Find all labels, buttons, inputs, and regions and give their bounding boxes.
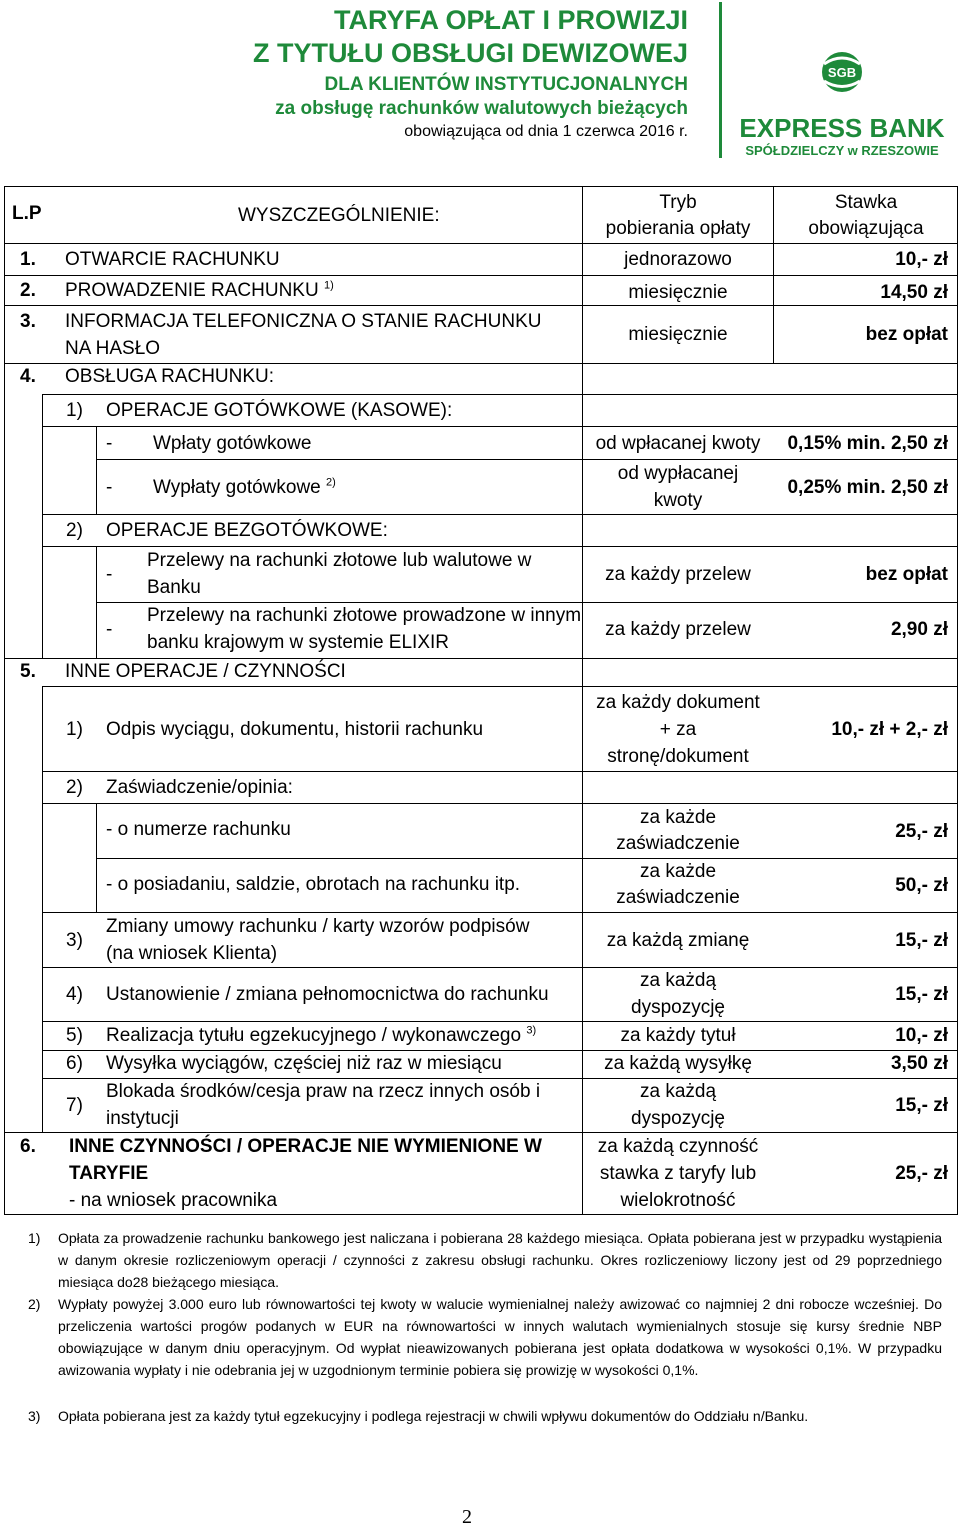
row-fee-mode-line2: dyspozycję: [631, 997, 725, 1018]
footnote-text: Opłata za prowadzenie rachunku bankowego jest naliczana i pobierana 28 każdego miesiąca. Opłata pobierana jest w przypadku wystąpienia w danym okresie rozliczeniowym operacji / czynności z zakresu obsługi rachunku. Okres rozliczeniowy liczony jest od 29 poprzedniego miesiąca do28 bieżącego miesiąca.: [58, 1230, 942, 1290]
footnote-ref: 3): [526, 1024, 537, 1037]
item-dash: -: [106, 564, 113, 585]
row-description-line1: Przelewy na rachunki złotowe lub walutowe w: [147, 550, 532, 571]
row-fee-mode-line1: za każde: [639, 861, 717, 882]
row-fee-mode: za każdą zmianę: [606, 930, 750, 951]
row-fee-rate: 10,- zł: [895, 1025, 948, 1046]
row-fee-rate: 2,90 zł: [890, 619, 948, 640]
title-line-2: Z TYTUŁU OBSŁUGI DEWIZOWEJ: [253, 38, 688, 68]
subsection-number: 1): [66, 719, 83, 740]
row-description: OTWARCIE RACHUNKU: [65, 249, 280, 270]
item-dash: -: [106, 477, 113, 498]
row-description-line1: INNE CZYNNOŚCI / OPERACJE NIE WYMIENIONE W: [69, 1136, 542, 1157]
row-fee-rate: 15,- zł: [895, 984, 948, 1005]
row-fee-mode-line1: za każdą: [639, 970, 717, 991]
logo-bank-subname: SPÓŁDZIELCZY w RZESZOWIE: [745, 143, 939, 158]
row-description: Wypłaty gotówkowe $^{2)}$: [153, 476, 336, 498]
row-fee-rate: 0,25% min. 2,50 zł: [787, 477, 948, 498]
row-description: Realizacja tytułu egzekucyjnego / wykonawczego $^{3)}$: [106, 1024, 537, 1046]
item-dash: -: [106, 619, 113, 640]
footnote: [28, 1227, 942, 1293]
col-header-mode-line1: Tryb: [659, 192, 697, 213]
sgb-badge-icon: [820, 50, 864, 94]
title-line-1: TARYFA OPŁAT I PROWIZJI: [334, 5, 688, 35]
row-number: 3.: [20, 311, 36, 332]
row-number: 6.: [20, 1136, 36, 1157]
row-number: 5.: [20, 661, 36, 682]
row-fee-mode: za każdą wysyłkę: [604, 1053, 752, 1074]
logo-bank-name: EXPRESS BANK: [739, 113, 945, 143]
row-number: 4.: [20, 366, 36, 387]
row-description: - o posiadaniu, saldzie, obrotach na rachunku itp.: [106, 874, 521, 895]
subsection-number: 6): [66, 1053, 83, 1074]
subsection-heading: OPERACJE GOTÓWKOWE (KASOWE):: [106, 400, 453, 421]
row-description-line2: Banku: [147, 577, 201, 598]
col-header-lp: L.P: [12, 203, 42, 224]
row-fee-mode-line2: kwoty: [653, 490, 703, 511]
row-fee-mode-line2: stawka z taryfy lub: [599, 1163, 757, 1184]
valid-from: obowiązująca od dnia 1 czerwca 2016 r.: [404, 123, 688, 140]
row-fee-rate: bez opłat: [865, 564, 948, 585]
row-description: Wpłaty gotówkowe: [153, 433, 312, 454]
bank-logo: [738, 50, 946, 160]
row-fee-rate: 14,50 zł: [880, 282, 948, 303]
footnote-ref: 2): [326, 476, 336, 489]
section-heading: OBSŁUGA RACHUNKU:: [65, 366, 275, 387]
row-fee-rate: 3,50 zł: [890, 1053, 948, 1074]
row-description-line2: NA HASŁO: [65, 338, 161, 359]
footnote: [28, 1405, 942, 1427]
row-description-line1: Zmiany umowy rachunku / karty wzorów podpisów: [106, 916, 530, 937]
subsection-number: 3): [66, 930, 83, 951]
row-description-line3: - na wniosek pracownika: [69, 1190, 278, 1211]
row-fee-mode: za każdy przelew: [605, 619, 751, 640]
row-fee-mode-line2: zaświadczenie: [616, 887, 740, 908]
row-description-line2: TARYFIE: [69, 1163, 149, 1184]
row-number: 1.: [20, 249, 36, 270]
row-fee-mode-line3: stronę/dokument: [607, 746, 749, 767]
row-fee-rate: 25,- zł: [895, 821, 948, 842]
row-fee-rate: bez opłat: [865, 324, 948, 345]
footnote-number: 3): [28, 1408, 41, 1424]
subsection-heading: Zaświadczenie/opinia:: [106, 777, 293, 798]
row-description-line1: INFORMACJA TELEFONICZNA O STANIE RACHUNKU: [65, 311, 542, 332]
row-fee-mode: jednorazowo: [624, 249, 732, 270]
row-fee-mode: miesięcznie: [628, 282, 728, 303]
item-dash: -: [106, 433, 113, 454]
row-description-line1: Przelewy na rachunki złotowe prowadzone w innym: [147, 605, 582, 626]
row-description: Wysyłka wyciągów, częściej niż raz w miesiącu: [106, 1053, 502, 1074]
row-fee-rate: 15,- zł: [895, 1095, 948, 1116]
footnote-text: Wypłaty powyżej 3.000 euro lub równowartości tej kwoty w walucie wymienialnej należy awizować co najmniej 2 dni robocze wcześniej. Do przeliczenia wartości progów podanych w EUR na równowartości w innych walutach wymienialnych stosuje się kursy średnie NBP obowiązujące w danym dniu operacyjnym. Od wypłat nieawizowanych pobierana jest opłata dodatkowa w wysokości 0,1%. W przypadku awizowania wypłaty i nie odebrania jej w uzgodnionym terminie pobiera się prowizję w wysokości 0,1%.: [58, 1296, 942, 1378]
row-description: Odpis wyciągu, dokumentu, historii rachunku: [106, 719, 484, 740]
subtitle-clients: DLA KLIENTÓW INSTYTUCJONALNYCH: [324, 74, 688, 95]
col-header-rate-line1: Stawka: [834, 192, 898, 213]
row-fee-mode: za każdy tytuł: [620, 1025, 736, 1046]
row-fee-rate: 15,- zł: [895, 930, 948, 951]
row-fee-mode-line1: za każdą czynność: [597, 1136, 759, 1157]
row-description: - o numerze rachunku: [106, 819, 291, 840]
row-number: 2.: [20, 280, 36, 301]
row-fee-mode-line1: za każdą: [639, 1081, 717, 1102]
col-header-description: WYSZCZEGÓLNIENIE:: [238, 205, 440, 226]
row-fee-mode-line1: za każde: [639, 807, 717, 828]
section-heading: INNE OPERACJE / CZYNNOŚCI: [65, 661, 346, 682]
row-fee-rate: 0,15% min. 2,50 zł: [787, 433, 948, 454]
row-fee-mode-line2: dyspozycję: [631, 1108, 725, 1129]
row-fee-mode: od wpłacanej kwoty: [595, 433, 761, 454]
col-header-mode-line2: pobierania opłaty: [605, 218, 751, 239]
subsection-heading: OPERACJE BEZGOTÓWKOWE:: [106, 520, 388, 541]
row-description-line2: (na wniosek Klienta): [106, 943, 278, 964]
row-fee-mode-line3: wielokrotność: [620, 1190, 736, 1211]
subtitle-accounts: za obsługę rachunków walutowych bieżących: [275, 98, 688, 119]
footnote-number: 2): [28, 1296, 41, 1312]
subsection-number: 1): [66, 400, 83, 421]
row-description-line2: banku krajowym w systemie ELIXIR: [147, 632, 449, 653]
subsection-number: 7): [66, 1095, 83, 1116]
row-fee-rate: 25,- zł: [895, 1163, 948, 1184]
row-fee-mode-line1: za każdy dokument: [596, 692, 760, 713]
logo-badge-text: SGB: [827, 65, 857, 80]
footnote-number: 1): [28, 1230, 41, 1246]
footnote-text: Opłata pobierana jest za każdy tytuł egzekucyjny i podlega rejestracji w chwili wpływu dokumentów do Oddziału n/Banku.: [58, 1408, 809, 1424]
header-divider: [719, 2, 722, 158]
row-fee-mode-line1: od wypłacanej: [617, 463, 739, 484]
row-fee-mode: miesięcznie: [628, 324, 728, 345]
row-fee-rate: 50,- zł: [895, 875, 948, 896]
row-description-line2: instytucji: [106, 1108, 179, 1129]
row-fee-mode: za każdy przelew: [605, 564, 751, 585]
footnote-ref: 1): [323, 279, 334, 292]
document-header: [240, 4, 688, 143]
row-fee-rate: 10,- zł: [895, 249, 948, 270]
footnote: [28, 1293, 942, 1381]
row-description-line1: Blokada środków/cesja praw na rzecz innych osób i: [106, 1081, 541, 1102]
col-header-rate-line2: obowiązująca: [808, 218, 924, 239]
subsection-number: 2): [66, 777, 83, 798]
subsection-number: 2): [66, 520, 83, 541]
subsection-number: 5): [66, 1025, 83, 1046]
row-fee-rate: 10,- zł + 2,- zł: [831, 719, 948, 740]
row-description: PROWADZENIE RACHUNKU $^{1)}$: [65, 279, 334, 301]
row-fee-mode-line2: zaświadczenie: [616, 833, 740, 854]
row-fee-mode-line2: + za: [659, 719, 697, 740]
row-description: Ustanowienie / zmiana pełnomocnictwa do rachunku: [106, 984, 549, 1005]
page-number: 2: [462, 1506, 472, 1528]
subsection-number: 4): [66, 984, 83, 1005]
